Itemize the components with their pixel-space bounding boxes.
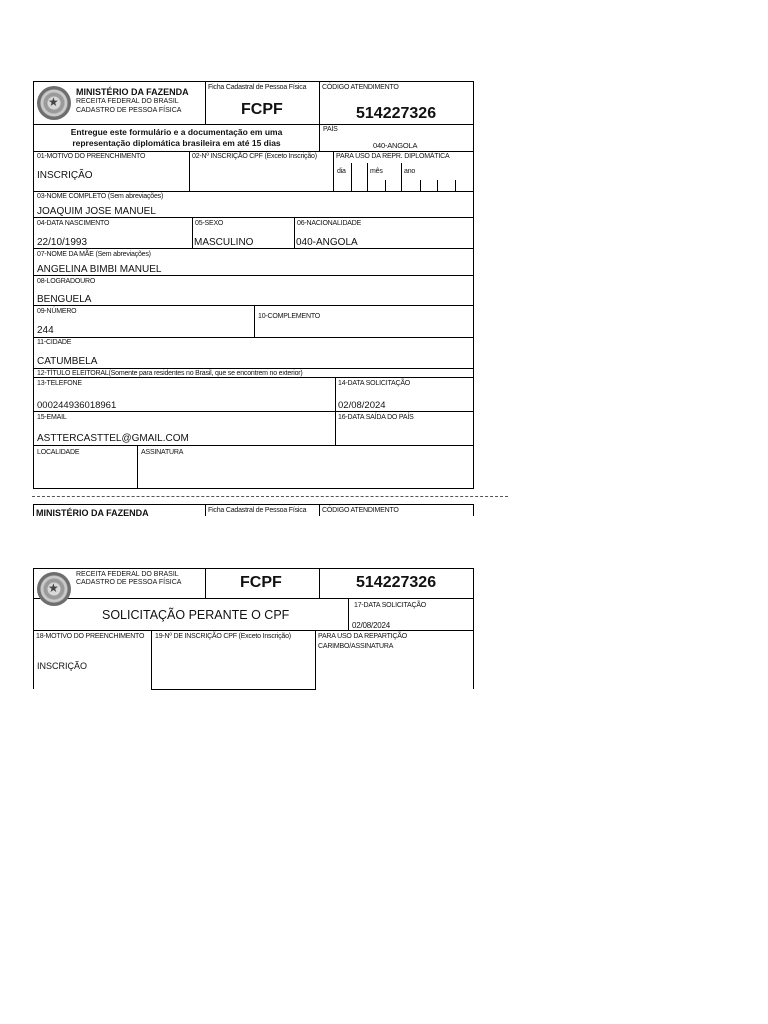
- motivo-value: INSCRIÇÃO: [37, 170, 93, 181]
- data-solicitacao-value: 02/08/2024: [338, 400, 386, 411]
- mae-label: 07-NOME DA MÃE (Sem abreviações): [37, 251, 151, 258]
- mae-value: ANGELINA BIMBI MANUEL: [37, 264, 162, 275]
- cidade-value: CATUMBELA: [37, 356, 98, 367]
- numero-value: 244: [37, 325, 54, 336]
- data-saida-label: 16-DATA SAÍDA DO PAÍS: [338, 414, 414, 421]
- agency-line-2: CADASTRO DE PESSOA FÍSICA: [76, 107, 182, 114]
- cidade-label: 11-CIDADE: [37, 339, 72, 346]
- nascimento-value: 22/10/1993: [37, 237, 88, 248]
- telefone-label: 13-TELEFONE: [37, 380, 82, 387]
- nome-value: JOAQUIM JOSE MANUEL: [37, 206, 156, 217]
- form2-inscricao-label: 19-Nº DE INSCRIÇÃO CPF (Exceto Inscrição): [155, 633, 291, 640]
- form2-data-solicitacao-value: 02/08/2024: [352, 621, 391, 630]
- ministry-title: MINISTÉRIO DA FAZENDA: [76, 87, 189, 97]
- motivo-label: 01-MOTIVO DO PREENCHIMENTO: [37, 153, 146, 160]
- telefone-value: 000244936018961: [37, 400, 117, 411]
- cut-line: [32, 496, 508, 497]
- complemento-label: 10-COMPLEMENTO: [258, 313, 321, 320]
- nacionalidade-label: 06-NACIONALIDADE: [297, 220, 362, 227]
- logradouro-label: 08-LOGRADOURO: [37, 278, 96, 285]
- stub-ministry-title: MINISTÉRIO DA FAZENDA: [36, 508, 149, 518]
- email-label: 15-EMAIL: [37, 414, 67, 421]
- email-value: ASTTERCASTTEL@GMAIL.COM: [37, 433, 189, 444]
- pais-value: 040-ANGOLA: [373, 141, 418, 150]
- form2-agency-line-2: CADASTRO DE PESSOA FÍSICA: [76, 579, 182, 586]
- stub-ficha-label: Ficha Cadastral de Pessoa Física: [208, 507, 307, 514]
- sexo-label: 05-SEXO: [195, 220, 224, 227]
- nascimento-label: 04-DATA NASCIMENTO: [37, 220, 110, 227]
- form2-title: SOLICITAÇÃO PERANTE O CPF: [102, 608, 290, 622]
- brazil-coat-of-arms-icon: [37, 86, 71, 120]
- nome-label: 03-NOME COMPLETO (Sem abreviações): [37, 193, 164, 200]
- assinatura-label: ASSINATURA: [141, 449, 184, 456]
- ano-label: ano: [404, 168, 416, 175]
- sexo-value: MASCULINO: [194, 237, 254, 248]
- form2-data-solicitacao-label: 17-DATA SOLICITAÇÃO: [354, 602, 427, 609]
- pais-label: PAÍS: [323, 126, 338, 133]
- data-solicitacao-label: 14-DATA SOLICITAÇÃO: [338, 380, 411, 387]
- ficha-label: Ficha Cadastral de Pessoa Física: [208, 84, 307, 91]
- instruction-text: [36, 127, 317, 148]
- form2-coat-of-arms-icon: [37, 572, 71, 606]
- titulo-eleitoral-label: 12-TÍTULO ELEITORAL(Somente para residentes no Brasil, que se encontrem no exterior): [37, 370, 303, 377]
- instruction-line-1: Entregue este formulário e a documentação em uma: [70, 127, 283, 137]
- form2-motivo-label: 18-MOTIVO DO PREENCHIMENTO: [36, 633, 145, 640]
- form2-form-code: FCPF: [240, 574, 282, 591]
- localidade-label: LOCALIDADE: [37, 449, 80, 456]
- dia-label: dia: [337, 168, 346, 175]
- instruction-line-2: representação diplomática brasileira em até 15 dias: [72, 137, 281, 148]
- form2-motivo-value: INSCRIÇÃO: [37, 661, 88, 671]
- agency-line-1: RECEITA FEDERAL DO BRASIL: [76, 98, 179, 105]
- repr-diplomatica-label: PARA USO DA REPR. DIPLOMÁTICA: [336, 153, 450, 160]
- codigo-atendimento-label: CÓDIGO ATENDIMENTO: [322, 84, 399, 91]
- form2-carimbo-label: CARIMBO/ASSINATURA: [318, 643, 394, 650]
- form-code: FCPF: [241, 101, 283, 118]
- form2-codigo-value: 514227326: [356, 574, 437, 591]
- form2-reparticao-label: PARA USO DA REPARTIÇÃO: [318, 633, 407, 640]
- numero-label: 09-NÚMERO: [37, 308, 77, 315]
- inscricao-cpf-label: 02-Nº INSCRIÇÃO CPF (Exceto Inscrição): [192, 153, 317, 160]
- nacionalidade-value: 040-ANGOLA: [296, 237, 358, 248]
- form2-agency-line-1: RECEITA FEDERAL DO BRASIL: [76, 571, 179, 578]
- logradouro-value: BENGUELA: [37, 294, 92, 305]
- mes-label: mês: [370, 168, 383, 175]
- codigo-atendimento-value: 514227326: [356, 105, 437, 122]
- stub-codigo-label: CÓDIGO ATENDIMENTO: [322, 507, 399, 514]
